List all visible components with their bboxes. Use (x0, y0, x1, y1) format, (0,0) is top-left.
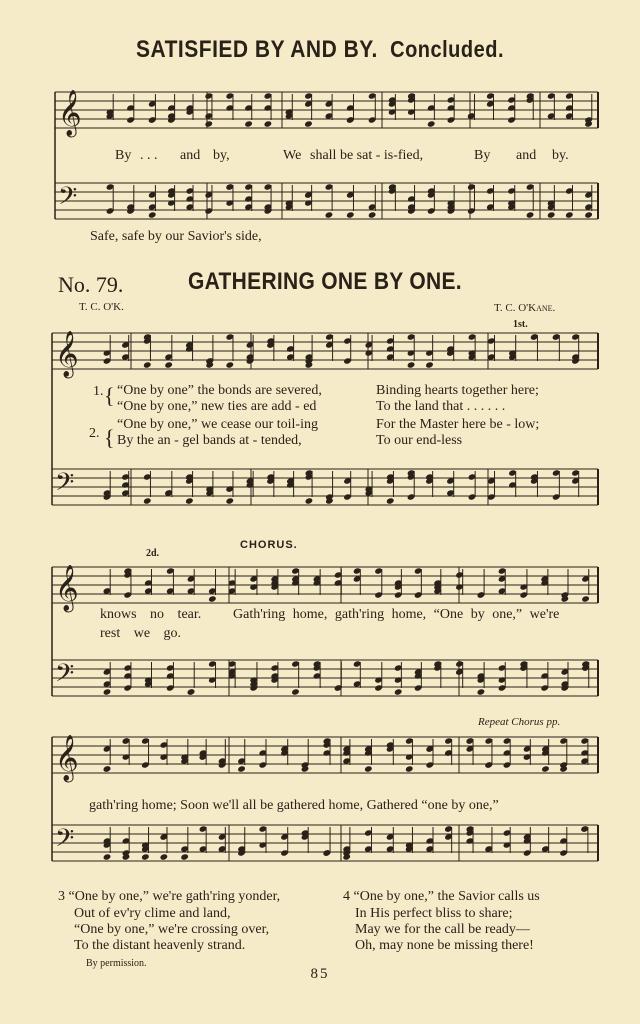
verse2-d: To our end-less (376, 433, 463, 448)
verse3-line1: 3 “One by one,” we're gath'ring yonder, (58, 889, 281, 904)
svg-text:𝄞: 𝄞 (55, 331, 79, 377)
verse2-c: By the an - gel bands at - tended, (117, 433, 302, 448)
hymn1-lyric-5: We (283, 148, 302, 163)
hymn1-lyric-6: shall be sat - is-fied, (310, 148, 424, 163)
sys3-lyric: gath'ring home; Soon we'll all be gathered home, Gathered “one by one,” (89, 798, 499, 813)
svg-text:𝄞: 𝄞 (58, 90, 82, 136)
lyricist: T. C. O'K. (79, 301, 124, 313)
verse1-d: To the land that . . . . . . (376, 399, 506, 414)
hymn1-title: SATISFIED BY AND BY. (135, 36, 378, 63)
verse4-line3: May we for the call be ready— (355, 922, 530, 937)
first-ending-label: 1st. (513, 319, 528, 330)
verse2-brace: { (104, 425, 115, 450)
chorus-label: CHORUS. (240, 539, 298, 551)
second-ending-label: 2d. (146, 548, 160, 559)
verse1-c: “One by one,” new ties are add - ed (117, 399, 317, 414)
svg-text:𝄢: 𝄢 (58, 182, 78, 217)
repeat-chorus-note: Repeat Chorus pp. (478, 716, 561, 728)
verse3-line4: To the distant heavenly strand. (74, 938, 246, 953)
hymn1-lyric-4: by, (213, 148, 230, 163)
verse1-b: Binding hearts together here; (376, 383, 539, 398)
verse2-b: For the Master here be - low; (376, 417, 540, 432)
verse2-a: “One by one,” we cease our toil-ing (117, 417, 318, 432)
verse2-number: 2. (89, 426, 100, 441)
sys2-lyric-a: knows no tear. (100, 607, 202, 622)
hymn1-concluded: Concluded. (390, 37, 505, 63)
verse4-line1: 4 “One by one,” the Savior calls us (343, 889, 540, 904)
verse3-line2: Out of ev'ry clime and land, (74, 906, 231, 921)
hymn1-lyric-9: by. (552, 148, 569, 163)
verse3-line3: “One by one,” we're crossing over, (74, 922, 270, 937)
hymn1-lyric-7: By (474, 148, 491, 163)
sys2-lyric-b: Gath'ring home, gath'ring home, “One by one,” we're (233, 607, 560, 622)
verse4-line2: In His perfect bliss to share; (355, 906, 513, 921)
svg-text:𝄢: 𝄢 (55, 468, 75, 503)
sys2-lyric-c: rest we go. (100, 626, 182, 641)
permission-note: By permission. (86, 958, 147, 969)
svg-text:𝄞: 𝄞 (55, 735, 79, 781)
composer: T. C. O'Kane. (494, 302, 556, 314)
verse1-a: “One by one” the bonds are severed, (117, 383, 322, 398)
verse1-brace: { (104, 383, 115, 408)
hymn-number: No. 79. (58, 272, 124, 297)
svg-text:𝄢: 𝄢 (55, 659, 75, 694)
hymn1-lyric-1: By (115, 148, 132, 163)
verse1-number: 1. (93, 384, 104, 399)
hymn1-lyric-8: and (516, 148, 537, 163)
hymn1-lyric-3: and (180, 148, 201, 163)
verse4-line4: Oh, may none be missing there! (355, 938, 534, 953)
page-number: 85 (310, 966, 330, 982)
svg-text:𝄞: 𝄞 (55, 565, 79, 611)
svg-text:𝄢: 𝄢 (55, 824, 75, 859)
hymn2-title: GATHERING ONE BY ONE. (188, 268, 462, 295)
hymn1-lyric-line2: Safe, safe by our Savior's side, (90, 229, 262, 244)
hymn1-lyric-2: . . . (140, 148, 158, 163)
